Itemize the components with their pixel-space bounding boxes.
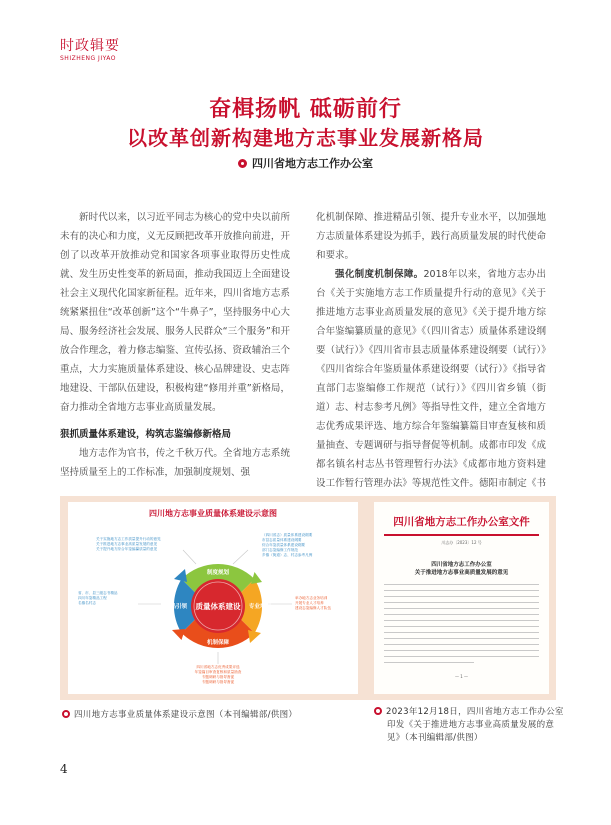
bullet-icon [238,159,247,168]
diagram-note: 举办地方志业务培训开展专业人才培养建设志鉴编修人才队伍 [295,596,331,610]
arrow-icon [174,569,187,582]
document-text-line [384,584,539,585]
connector-line [183,550,196,564]
arrow-icon [172,629,185,640]
section-subhead: 狠抓质量体系建设，构筑志鉴编修新格局 [60,429,232,440]
body-column-left [60,208,290,482]
figure-left-title: 四川地方志事业质量体系建设示意图 [149,509,277,518]
document-text-line [384,662,474,663]
document-red-rule [384,534,539,536]
document-subject: 关于推进地方志事业高质量发展的意见 [414,570,509,576]
byline-text: 四川省地方志工作办公室 [252,157,373,170]
segment-label-bottom: 机制保障 [206,640,230,646]
paragraph-text: 2018年以来，省地方志办出台《关于实施地方志工作质量提升行动的意见》《关于推进地方志事业高质量发展的意见》《关于提升地方综合年鉴编纂质量的意见》《（四川省志）质量体系建设纲要（试行）》《四川省市县志质量体系建设纲要（试行）》《四川省综合年鉴质量体系建设纲要（试行）》《指导省直部门志鉴编修工作规范（试行）》《四川省乡镇（街道）志、村志参考凡例》等指导性文件，建立全省地方志优秀成果评选、地方综合年鉴编纂篇目审查复核和质量抽查、专题调研与指导督促等机制。成都市印发《成都名镇名村志丛书管理暂行办法》《成都市地方资料建设工作暂行管理办法》等规范性文件。德阳市制定《书 [316,269,546,489]
segment-label-left: 精品引领 [164,604,188,610]
document-page-mark: — 1 — [454,674,469,679]
bullet-icon [374,707,382,715]
document-text-line [384,644,539,645]
article-title-line1: 奋楫扬帆 砥砺前行 [209,97,402,122]
document-text-line [384,638,539,639]
byline [0,155,611,171]
article-title-line2: 以改革创新构建地方志事业发展新格局 [127,126,484,150]
paragraph: 地方志作为官书，传之千秋万代。全省地方志系统坚持质量至上的工作标准，加强制度规划、强 [60,448,290,478]
document-text-line [384,632,539,633]
diagram-note: 关于实施地方志工作质量提升行动的意见关于推进地方志事业高质量发展的意见关于提升地方综合年鉴编纂质量的意见 [96,537,161,551]
caption-left-text: 四川地方志事业质量体系建设示意图（本刊编辑部/供图） [74,710,298,720]
section-pinyin: SHIZHENG JIYAO [60,55,117,62]
connector-line [233,550,248,564]
document-org: 四川省地方志工作办公室 [431,562,492,568]
section-tag: 时政辑要 [60,38,120,54]
document-text-line [384,614,539,615]
document-text-line [384,608,539,609]
paragraph [316,265,546,512]
document-number: 川志办〔2023〕12 号 [441,540,482,545]
document-text-line [384,656,539,657]
document-text-line [384,590,539,591]
segment-label-right: 专业培训 [248,604,272,610]
arrow-icon [248,630,261,643]
body-column-right [316,208,546,512]
caption-right-text: 2023年12月18日，四川省地方志工作办公室印发《关于推进地方志事业高质量发展的意见》（本刊编辑部/供图） [386,707,564,743]
diagram-note: 省、市、县三级志书精品四川年鉴精品工程名镇名村志 [78,591,118,605]
bullet-icon [62,710,70,718]
paragraph-lead: 强化制度机制保障。 [335,269,424,280]
segment-label-top: 制度规划 [206,570,230,576]
document-text-line [384,620,539,621]
paragraph: 化机制保障、推进精品引领、提升专业水平，以加强地方志质量体系建设为抓手，践行高质量发展的时代使命和要求。 [316,212,546,261]
diagram-note: （四川省志）质量体系建设纲要市县志质量体系建设纲要综合年鉴质量体系建设纲要部门志鉴编修工作规范乡镇（街道）志、村志参考凡例 [262,533,313,557]
caption-left [62,709,362,722]
quality-system-diagram [68,502,358,694]
document-paper [374,502,549,694]
document-text-line [384,650,539,651]
page-number: 4 [60,762,68,776]
caption-right [374,706,567,745]
diagram-note: 四川省地方志优秀成果评选年鉴篇目审查复核和质量抽查专题调研与指导督促专题调研与指导督促 [194,665,242,684]
document-text-line [384,596,539,597]
document-text-line [384,602,539,603]
paragraph: 新时代以来，以习近平同志为核心的党中央以前所未有的决心和力度，义无反顾把改革开放推向前进，开创了以改革开放推动党和国家各项事业取得历史性成就、发生历史性变革的新局面，推动我国迈上全面建设社会主义现代化国家新征程。近年来，四川省地方志系统紧紧扭住“改革创新”这个“牛鼻子”，坚持服务中心大局、服务经济社会发展、服务人民群众“三个服务”和开放合作理念，着力修志编鉴、宣传弘扬、资政辅治三个重点，大力实施质量体系建设、核心品牌建设、史志阵地建设、干部队伍建设，积极构建“修用并重”新格局，奋力推动全省地方志事业高质量发展。 [60,212,290,413]
document-text-line [384,626,539,627]
hub-label: 质量体系建设 [195,602,241,611]
document-header: 四川省地方志工作办公室文件 [393,516,530,528]
